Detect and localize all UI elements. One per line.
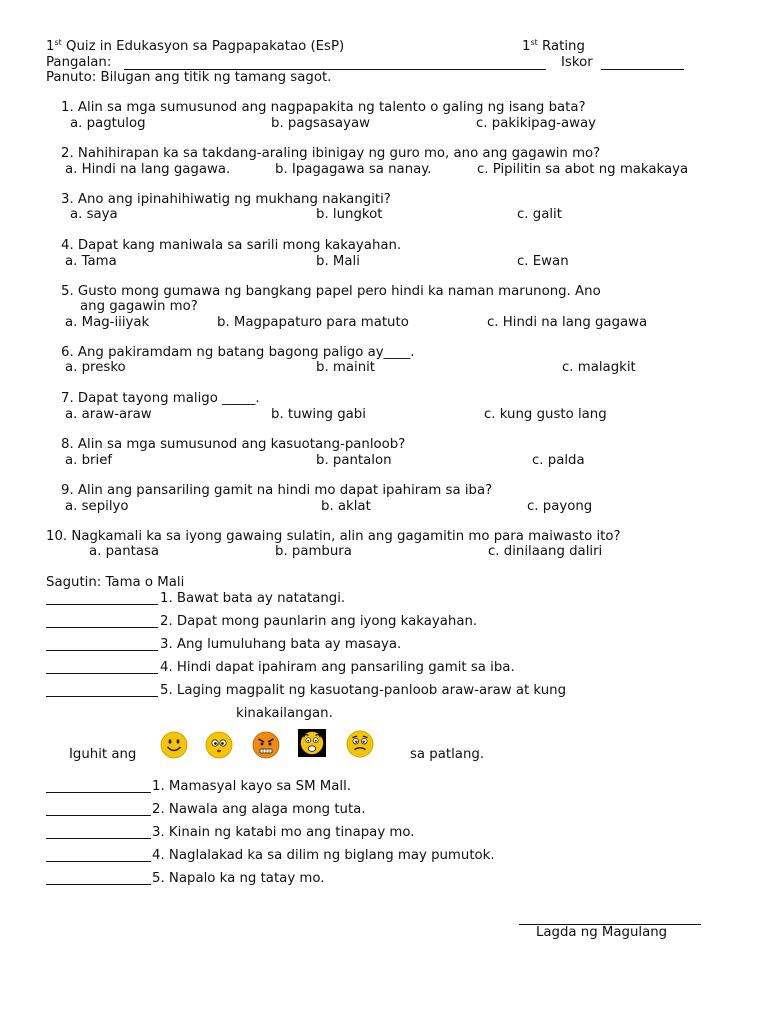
choice-b[interactable]: b. aklat [321, 499, 371, 514]
question-text: 3. Ano ang ipinahihiwatig ng mukhang nakangiti? [61, 192, 391, 207]
choice-b[interactable]: b. pagsasayaw [271, 116, 370, 131]
choice-b[interactable]: b. Mali [316, 254, 360, 269]
situation-text: 3. Kinain ng katabi mo ang tinapay mo. [152, 825, 415, 840]
choice-a[interactable]: a. pantasa [89, 544, 160, 559]
choice-a[interactable]: a. pagtulog [70, 116, 146, 131]
choice-c[interactable]: c. payong [527, 499, 593, 514]
question-text: 5. Gusto mong gumawa ng bangkang papel pero hindi ka naman marunong. Ano [61, 284, 601, 299]
drawing-blank[interactable] [46, 861, 151, 862]
statement-text: 1. Bawat bata ay natatangi. [160, 591, 346, 606]
quiz-title: 1st Quiz in Edukasyon sa Pagpapakatao (EsP) [46, 38, 345, 54]
section-heading: Sagutin: Tama o Mali [46, 575, 185, 590]
choice-a[interactable]: a. Tama [65, 254, 117, 269]
choice-c[interactable]: c. kung gusto lang [484, 407, 607, 422]
score-field[interactable] [601, 69, 684, 70]
question-text: 4. Dapat kang maniwala sa sarili mong kakayahan. [61, 238, 402, 253]
surprised-face-icon [205, 731, 233, 759]
question-text: 6. Ang pakiramdam ng batang bagong paligo ay____. [61, 345, 415, 360]
choice-b[interactable]: b. Ipagagawa sa nanay. [275, 162, 432, 177]
score-label: Iskor [561, 55, 593, 70]
answer-blank[interactable] [46, 696, 158, 697]
question-text-cont: ang gagawin mo? [80, 299, 198, 314]
choice-b[interactable]: b. lungkot [316, 207, 383, 222]
choice-b[interactable]: b. pantalon [316, 453, 392, 468]
question-text: 10. Nagkamali ka sa iyong gawaing sulatin, alin ang gagamitin mo para maiwasto ito? [46, 529, 621, 544]
statement-text-cont: kinakailangan. [236, 706, 333, 721]
situation-text: 5. Napalo ka ng tatay mo. [152, 871, 325, 886]
choice-b[interactable]: b. Magpapaturo para matuto [217, 315, 409, 330]
choice-a[interactable]: a. Mag-iiiyak [65, 315, 150, 330]
choice-c[interactable]: c. dinilaang daliri [488, 544, 603, 559]
rating-label: 1st Rating [522, 38, 585, 54]
choice-a[interactable]: a. brief [65, 453, 113, 468]
drawing-blank[interactable] [46, 884, 151, 885]
answer-blank[interactable] [46, 673, 158, 674]
choice-a[interactable]: a. araw-araw [65, 407, 152, 422]
scared-face-icon [298, 729, 326, 757]
situation-text: 1. Mamasyal kayo sa SM Mall. [152, 779, 352, 794]
drawing-blank[interactable] [46, 815, 151, 816]
draw-instruction-suffix: sa patlang. [410, 747, 485, 762]
choice-b[interactable]: b. pambura [275, 544, 352, 559]
name-label: Pangalan: [46, 55, 112, 70]
question-text: 7. Dapat tayong maligo _____. [61, 391, 260, 406]
question-text: 1. Alin sa mga sumusunod ang nagpapakita ng talento o galing ng isang bata? [61, 100, 586, 115]
statement-text: 5. Laging magpalit ng kasuotang-panloob araw-araw at kung [160, 683, 567, 698]
choice-c[interactable]: c. malagkit [562, 360, 636, 375]
choice-a[interactable]: a. Hindi na lang gagawa. [65, 162, 231, 177]
drawing-blank[interactable] [46, 792, 151, 793]
choice-c[interactable]: c. Hindi na lang gagawa [487, 315, 648, 330]
choice-a[interactable]: a. saya [70, 207, 118, 222]
statement-text: 3. Ang lumuluhang bata ay masaya. [160, 637, 402, 652]
choice-c[interactable]: c. galit [517, 207, 562, 222]
statement-text: 2. Dapat mong paunlarin ang iyong kakayahan. [160, 614, 478, 629]
answer-blank[interactable] [46, 650, 158, 651]
answer-blank[interactable] [46, 604, 158, 605]
choice-c[interactable]: c. pakikipag-away [476, 116, 597, 131]
question-text: 2. Nahihirapan ka sa takdang-araling ibinigay ng guro mo, ano ang gagawin mo? [61, 146, 601, 161]
instruction: Panuto: Bilugan ang titik ng tamang sagot. [46, 70, 332, 85]
smiley-face-icon [160, 731, 188, 759]
situation-text: 2. Nawala ang alaga mong tuta. [152, 802, 366, 817]
question-text: 8. Alin sa mga sumusunod ang kasuotang-panloob? [61, 437, 406, 452]
question-text: 9. Alin ang pansariling gamit na hindi mo dapat ipahiram sa iba? [61, 483, 493, 498]
worried-face-icon [346, 730, 374, 758]
choice-a[interactable]: a. sepilyo [65, 499, 129, 514]
choice-b[interactable]: b. mainit [316, 360, 376, 375]
statement-text: 4. Hindi dapat ipahiram ang pansariling gamit sa iba. [160, 660, 515, 675]
draw-instruction-prefix: Iguhit ang [69, 747, 137, 762]
choice-c[interactable]: c. Ewan [517, 254, 569, 269]
situation-text: 4. Naglalakad ka sa dilim ng biglang may pumutok. [152, 848, 495, 863]
signature-label: Lagda ng Magulang [536, 925, 668, 940]
choice-a[interactable]: a. presko [65, 360, 126, 375]
drawing-blank[interactable] [46, 838, 151, 839]
answer-blank[interactable] [46, 627, 158, 628]
angry-face-icon [252, 731, 280, 759]
choice-c[interactable]: c. Pipilitin sa abot ng makakaya [477, 162, 689, 177]
choice-c[interactable]: c. palda [532, 453, 585, 468]
choice-b[interactable]: b. tuwing gabi [271, 407, 366, 422]
